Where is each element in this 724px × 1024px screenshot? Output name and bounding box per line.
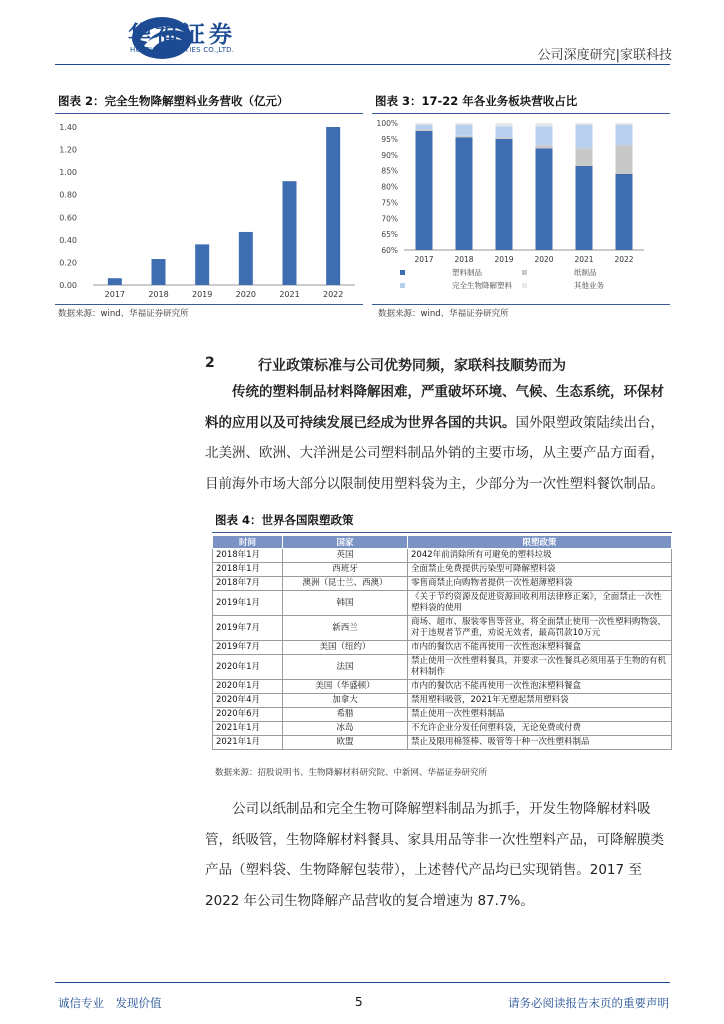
policy-row — [213, 577, 672, 591]
policy-country-cell: 美国（华盛顿） — [283, 680, 408, 694]
header-time: 时间 — [213, 536, 283, 549]
bar — [195, 244, 209, 285]
policy-row — [213, 694, 672, 708]
bar-segment — [576, 166, 593, 250]
policy-text-cell: 不允许企业分发任何塑料袋，无论免费或付费 — [408, 722, 672, 736]
x-tick-label: 2020 — [235, 290, 257, 299]
figure2-source: 数据来源：wind、华福证券研究所 — [58, 309, 189, 319]
policy-country-cell: 新西兰 — [283, 616, 408, 641]
figure4-top-rule — [212, 532, 672, 533]
figure2-bar-chart — [55, 115, 365, 305]
bar-segment — [416, 129, 433, 131]
bar-segment — [456, 125, 473, 136]
policy-time-cell: 2019年1月 — [213, 591, 283, 616]
y-tick-label: 0.80 — [59, 190, 77, 200]
policy-country-cell: 美国（纽约） — [283, 641, 408, 655]
figure4-source: 数据来源：招股说明书、生物降解材料研究院、中新网、华福证券研究所 — [215, 768, 488, 778]
policy-time-cell: 2018年1月 — [213, 549, 283, 563]
x-tick-label: 2018 — [148, 290, 169, 299]
bar-segment — [536, 145, 553, 148]
y-tick-label: 0.00 — [59, 281, 77, 290]
policy-text-cell: 零售商禁止向购物者提供一次性超薄塑料袋 — [408, 577, 672, 591]
bar-segment — [496, 137, 513, 139]
bar-segment — [496, 139, 513, 250]
y-tick-label: 100% — [376, 119, 398, 128]
y-tick-label: 90% — [381, 150, 398, 160]
y-tick-label: 0.20 — [59, 258, 77, 268]
legend-label: 塑料制品 — [452, 268, 482, 277]
y-tick-label: 1.40 — [59, 123, 77, 132]
bar-segment — [496, 123, 513, 126]
y-tick-label: 85% — [381, 166, 398, 176]
policy-time-cell: 2018年7月 — [213, 577, 283, 591]
bar-segment — [536, 123, 553, 126]
policy-text-cell: 禁止及限用棉签棒、吸管等十种一次性塑料制品 — [408, 736, 672, 750]
policy-text-cell: 禁止使用一次性塑料餐具，并要求一次性餐具必须用基于生物的有机材料制作 — [408, 655, 672, 680]
policy-text-cell: 2042年前消除所有可避免的塑料垃圾 — [408, 549, 672, 563]
bar-segment — [576, 125, 593, 149]
policy-table-header — [213, 536, 672, 549]
x-tick-label: 2018 — [454, 255, 474, 264]
policy-row — [213, 722, 672, 736]
x-tick-label: 2020 — [534, 255, 554, 264]
policy-time-cell: 2018年1月 — [213, 563, 283, 577]
section-title: 行业政策标准与公司优势同频，家联科技顺势而为 — [258, 358, 566, 374]
bar-segment — [616, 174, 633, 250]
policy-text-cell: 市内的餐饮店不能再使用一次性泡沫塑料餐盒 — [408, 641, 672, 655]
policy-time-cell: 2019年7月 — [213, 616, 283, 641]
policy-text-cell: 禁用塑料吸管，2021年无塑起禁用塑料袋 — [408, 694, 672, 708]
bar-segment — [616, 123, 633, 125]
policy-text-cell: 禁止使用一次性塑料制品 — [408, 708, 672, 722]
policy-country-cell: 冰岛 — [283, 722, 408, 736]
policy-country-cell: 英国 — [283, 549, 408, 563]
policy-time-cell: 2021年1月 — [213, 736, 283, 750]
policy-country-cell: 希腊 — [283, 708, 408, 722]
bar — [108, 278, 122, 285]
bar — [152, 259, 166, 285]
header-divider — [55, 64, 670, 65]
y-tick-label: 65% — [381, 230, 398, 240]
x-tick-label: 2017 — [104, 290, 126, 299]
footer-disclaimer: 请务必阅读报告末页的重要声明 — [508, 996, 669, 1010]
legend-label: 其他业务 — [574, 281, 604, 290]
y-tick-label: 70% — [381, 214, 398, 224]
y-tick-label: 80% — [381, 182, 398, 192]
bar-segment — [456, 137, 473, 250]
x-tick-label: 2017 — [414, 255, 434, 264]
legend-swatch — [400, 283, 405, 288]
policy-text-cell: 市内的餐饮店不能再使用一次性泡沫塑料餐盒 — [408, 680, 672, 694]
policy-row — [213, 641, 672, 655]
policy-time-cell: 2020年4月 — [213, 694, 283, 708]
paragraph-2-text: 公司以纸制品和完全生物可降解塑料制品为抓手，开发生物降解材料吸管，纸吸管，生物降解材料餐具、家具用品等非一次性塑料产品，可降解膜类产品（塑料袋、生物降解包装带），上述替代产品均已实现销售。2017 至 2022 年公司生物降解产品营收的复合增速为 87.7%。 — [205, 801, 664, 909]
logo-chinese-name: 华福证券 — [128, 21, 236, 48]
policy-country-cell: 加拿大 — [283, 694, 408, 708]
figure3-top-rule — [372, 113, 670, 114]
logo-english-name: HUAFU SECURITIES CO.,LTD. — [130, 46, 235, 54]
figure2-top-rule — [55, 113, 363, 114]
figure3-source: 数据来源：wind、华福证券研究所 — [378, 309, 509, 319]
bar-segment — [576, 148, 593, 165]
legend-label: 完全生物降解塑料 — [452, 281, 512, 290]
x-tick-label: 2022 — [614, 255, 634, 264]
policy-text-cell: 《关于节约资源及促进资源回收利用法律修正案》，全面禁止一次性塑料袋的使用 — [408, 591, 672, 616]
policy-country-cell: 欧盟 — [283, 736, 408, 750]
y-tick-label: 95% — [381, 134, 398, 144]
bar-segment — [496, 126, 513, 137]
bar-segment — [616, 145, 633, 174]
y-tick-label: 1.00 — [59, 168, 77, 178]
footer-divider — [55, 982, 670, 983]
bar-segment — [456, 123, 473, 125]
policy-country-cell: 西班牙 — [283, 563, 408, 577]
header-policy: 限塑政策 — [408, 536, 672, 549]
bar-segment — [416, 125, 433, 130]
legend-label: 纸制品 — [574, 268, 597, 277]
paragraph-1 — [205, 377, 673, 499]
legend-swatch — [522, 270, 527, 275]
policy-time-cell: 2019年7月 — [213, 641, 283, 655]
policy-row — [213, 708, 672, 722]
figure4-title: 图表 4：世界各国限塑政策 — [215, 513, 354, 527]
policy-time-cell: 2021年1月 — [213, 722, 283, 736]
paragraph-1-rest: 国外限塑政策陆续出台，北美洲、欧洲、大洋洲是公司塑料制品外销的主要市场，从主要产品方面看，目前海外市场大部分以限制使用塑料袋为主，少部分为一次性塑料餐饮制品。 — [205, 414, 664, 492]
bar-segment — [536, 148, 553, 250]
bar-segment — [576, 123, 593, 125]
y-tick-label: 1.20 — [59, 145, 77, 155]
y-tick-label: 0.60 — [59, 213, 77, 223]
policy-row — [213, 549, 672, 563]
bar-segment — [616, 125, 633, 146]
y-tick-label: 60% — [381, 246, 398, 255]
policy-row — [213, 563, 672, 577]
paragraph-2 — [205, 794, 673, 916]
bar-segment — [416, 123, 433, 125]
footer-slogan: 诚信专业 发现价值 — [58, 996, 162, 1010]
x-tick-label: 2022 — [322, 290, 344, 299]
policy-time-cell: 2020年6月 — [213, 708, 283, 722]
policy-row — [213, 616, 672, 641]
bar-segment — [456, 136, 473, 138]
legend-swatch — [400, 270, 405, 275]
bar — [239, 232, 253, 285]
policy-text-cell: 商场、超市、服装零售等营业，将全面禁止使用一次性塑料购物袋，对于违规者节严重，劝说无效者，最高罚款10万元 — [408, 616, 672, 641]
figure2-title: 图表 2：完全生物降解塑料业务营收（亿元） — [58, 94, 289, 108]
figure3-title: 图表 3：17-22 年各业务板块营收占比 — [375, 94, 578, 108]
figure3-bottom-rule — [372, 304, 670, 305]
policy-text-cell: 全面禁止免费提供污染型可降解塑料袋 — [408, 563, 672, 577]
bar — [283, 181, 297, 285]
policy-row — [213, 680, 672, 694]
policy-country-cell: 法国 — [283, 655, 408, 680]
bar — [326, 127, 340, 285]
x-tick-label: 2021 — [279, 290, 300, 299]
policy-row — [213, 655, 672, 680]
figure3-stacked-bar-chart — [372, 115, 672, 305]
header-country: 国家 — [283, 536, 408, 549]
policy-table — [212, 535, 672, 750]
policy-row — [213, 591, 672, 616]
policy-country-cell: 澳洲（昆士兰、西澳） — [283, 577, 408, 591]
page-number: 5 — [355, 995, 363, 1009]
x-tick-label: 2019 — [191, 290, 213, 299]
y-tick-label: 75% — [381, 198, 398, 208]
paragraph-1-bold: 传统的塑料制品材料降解困难，严重破坏环境、气候、生态系统，环保材料的应用以及可持续发展已经成为世界各国的共识。 — [205, 384, 664, 431]
bar-segment — [536, 126, 553, 145]
y-tick-label: 0.40 — [59, 235, 77, 245]
section-number: 2 — [205, 355, 215, 371]
header-report-type: 公司深度研究|家联科技 — [537, 48, 672, 63]
policy-time-cell: 2020年1月 — [213, 680, 283, 694]
policy-country-cell: 韩国 — [283, 591, 408, 616]
figure2-bottom-rule — [55, 304, 363, 305]
policy-row — [213, 736, 672, 750]
bar-segment — [416, 131, 433, 250]
x-tick-label: 2019 — [494, 255, 514, 264]
x-tick-label: 2021 — [574, 255, 594, 264]
policy-time-cell: 2020年1月 — [213, 655, 283, 680]
legend-swatch — [522, 283, 527, 288]
